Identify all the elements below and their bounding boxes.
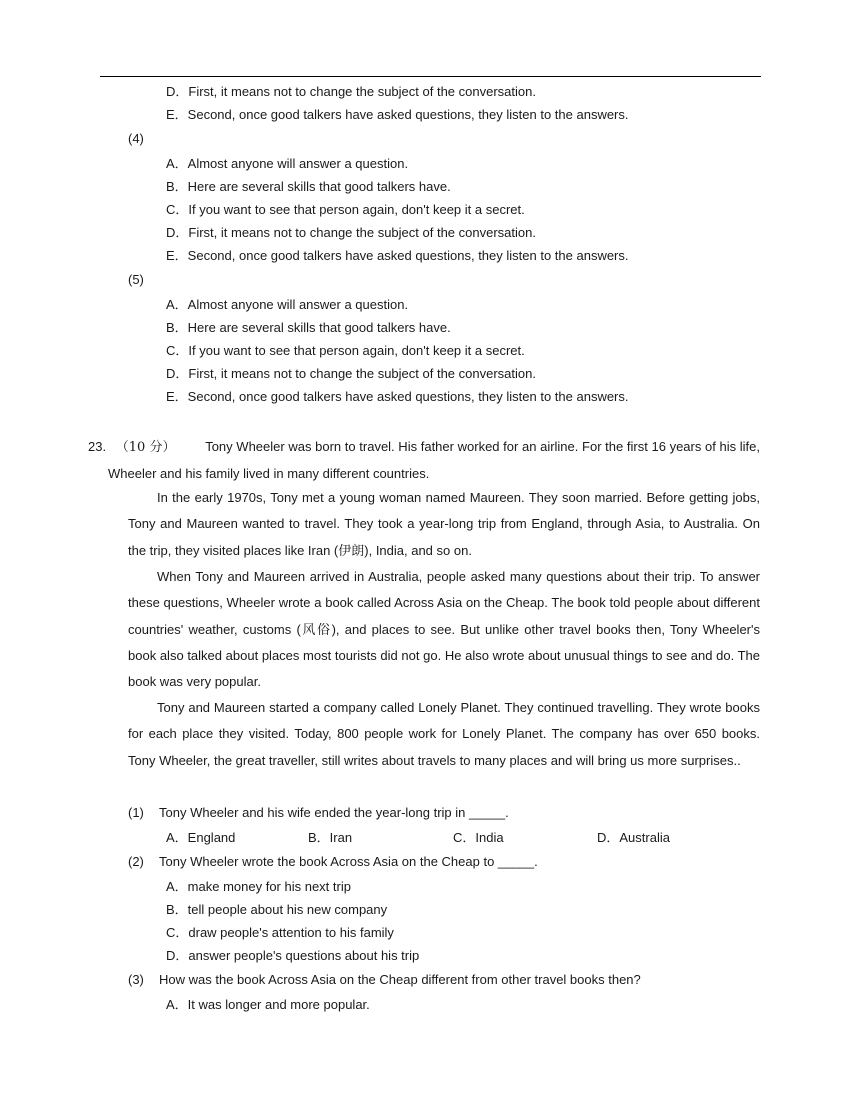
subquestion-1-number: (1) [128,805,144,820]
header-rule [100,76,761,77]
option-c: C．India [453,830,504,845]
option-d: D．First, it means not to change the subject of the conversation. [166,225,536,240]
option-a: A．make money for his next trip [166,879,351,894]
option-d: D．First, it means not to change the subject of the conversation. [166,366,536,381]
option-e: E．Second, once good talkers have asked questions, they listen to the answers. [166,389,629,404]
question-5-options [166,293,629,408]
question-5-label: (5) [128,272,144,287]
question-4-label: (4) [128,131,144,146]
option-a: A．England [166,830,236,845]
passage-p1: Tony Wheeler was born to travel. His father worked for an airline. For the first 16 years of his life, Wheeler and his family lived in many different countries. [108,439,760,482]
option-a: A．It was longer and more popular. [166,997,370,1012]
option-c: C．If you want to see that person again, don't keep it a secret. [166,343,525,358]
subquestion-2 [128,851,760,873]
passage-p4: Tony and Maureen started a company called Lonely Planet. They continued travelling. They wrote books for each place they visited. Today, 800 people work for Lonely Planet. The company has over 650 books. Tony Wheeler, the great traveller, still writes about travels to many places and will bring us more surprises.. [128,700,760,768]
option-c: C．If you want to see that person again, don't keep it a secret. [166,202,525,217]
subquestion-1-text: Tony Wheeler and his wife ended the year-long trip in _____. [159,805,509,820]
option-d: D．First, it means not to change the subject of the conversation. [166,84,536,99]
option-d: D．answer people's questions about his trip [166,948,420,963]
subquestion-1 [128,802,760,824]
option-b: B．Here are several skills that good talkers have. [166,179,451,194]
option-d: D．Australia [597,830,670,845]
subquestion-3-text: How was the book Across Asia on the Cheap different from other travel books then? [159,972,641,987]
option-b: B．Iran [308,830,353,845]
subquestion-2-number: (2) [128,854,144,869]
question-4-options [166,152,629,267]
subquestion-2-text: Tony Wheeler wrote the book Across Asia on the Cheap to _____. [159,854,538,869]
question-23-number: 23. [88,439,107,454]
option-e: E．Second, once good talkers have asked questions, they listen to the answers. [166,248,629,263]
option-a: A．Almost anyone will answer a question. [166,156,409,171]
prev-question-options [166,80,629,126]
option-a: A．Almost anyone will answer a question. [166,297,409,312]
question-23-score: （10 分） [115,440,176,455]
option-c: C．draw people's attention to his family [166,925,394,940]
passage-p2: In the early 1970s, Tony met a young woman named Maureen. They soon married. Before getting jobs, Tony and Maureen wanted to travel. They took a year-long trip from England, through Asia, to Australia. On the trip, they visited places like Iran (伊朗), India, and so on. [128,490,760,558]
passage-p3: When Tony and Maureen arrived in Australia, people asked many questions about their trip. To answer these questions, Wheeler wrote a book called Across Asia on the Cheap. The book told people about different countries' weather, customs (风俗), and places to see. But unlike other travel books then, Tony Wheeler's book also talked about places most tourists did not go. He also wrote about unusual things to see and do. The book was very popular. [128,569,760,690]
subquestion-3-options [166,993,370,1016]
option-b: B．Here are several skills that good talkers have. [166,320,451,335]
option-b: B．tell people about his new company [166,902,388,917]
subquestion-2-options [166,875,419,967]
question-23-first-paragraph [88,434,760,488]
subquestion-3 [128,969,760,991]
option-e: E．Second, once good talkers have asked questions, they listen to the answers. [166,107,629,122]
subquestion-3-number: (3) [128,972,144,987]
